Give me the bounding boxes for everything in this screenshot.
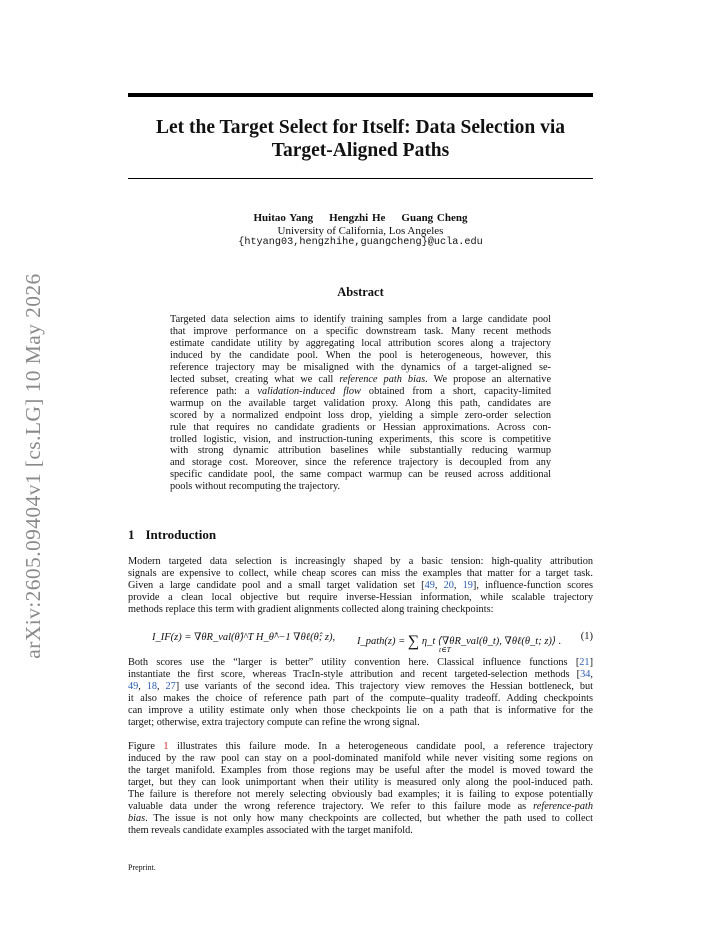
sum-symbol: ∑ xyxy=(407,633,420,650)
citation-link[interactable]: 34 xyxy=(580,668,591,680)
paragraph-line: the target manifold. Examples from those regions may be useful after the model is moved toward the xyxy=(128,764,593,776)
citation-link[interactable]: 21 xyxy=(579,657,590,668)
paragraph-line: target; otherwise, extra trajectory compute can refine the wrong signal. xyxy=(128,716,420,728)
citation-link[interactable]: 18 xyxy=(146,680,158,692)
text-run: , xyxy=(434,579,444,591)
paragraph-line: can improve a utility estimate only when those checkpoints lie on a path that is informative for the xyxy=(128,704,593,716)
abstract-emphasis: reference path bias xyxy=(339,373,426,385)
text-run: , xyxy=(590,668,593,680)
paper-title-line-2: Target-Aligned Paths xyxy=(271,140,450,161)
arxiv-stamp-text: arXiv:2605.09404v1 [cs.LG] 10 May 2026 xyxy=(21,273,45,659)
abstract-line: reference trajectory may be misaligned with the dynamics of a target-aligned se- xyxy=(170,361,551,373)
author-name: Guang Cheng xyxy=(401,212,468,224)
paragraph-line xyxy=(128,801,593,813)
author-name: Hengzhi He xyxy=(329,212,386,224)
citation-link[interactable]: 49 xyxy=(424,579,435,591)
text-run: . The issue is not only how many checkpoints are collected, but whether the path used to collect xyxy=(145,812,593,824)
abstract-line: scored by a normalized endpoint loss drop, yielding a simple zero-order selection xyxy=(170,409,551,421)
equation-lhs: I_IF(z) = ∇θR_val(θ̂)^T H_θ̂^−1 ∇θℓ(θ̂; z), xyxy=(152,632,336,643)
text-run: ], influence-function scores xyxy=(472,579,594,591)
abstract-text: . We propose an alternative xyxy=(425,373,552,385)
abstract-line: rule that requires no candidate gradients or Hessian approximations. Across con- xyxy=(170,421,551,433)
author-affiliation: University of California, Los Angeles xyxy=(277,224,444,237)
equation-number: (1) xyxy=(580,631,593,642)
arxiv-stamp xyxy=(14,256,52,676)
abstract-emphasis: validation-induced flow xyxy=(257,385,361,397)
paragraph-line: signals are expensive to collect, while cheap scores can miss the examples that matter for a target task. xyxy=(128,567,593,579)
title-top-rule xyxy=(128,93,593,97)
sum-index: t∈T xyxy=(439,645,451,654)
text-run: Figure xyxy=(128,741,164,752)
abstract-heading: Abstract xyxy=(337,285,384,299)
abstract-line: and storage cost. Moreover, since the reference trajectory is decoupled from any xyxy=(170,457,551,469)
text-run: ] xyxy=(589,657,593,668)
citation-link[interactable]: 19 xyxy=(462,579,473,591)
paragraph-line: them reveals candidate examples associated with the target manifold. xyxy=(128,824,413,836)
citation-link[interactable]: 20 xyxy=(443,579,454,591)
text-run: Both scores use the “larger is better” utility convention here. Classical influence functions [ xyxy=(128,657,580,668)
abstract-line: estimate candidate utility by aggregating local attribution scores along a trajectory xyxy=(170,337,551,349)
abstract-text: reference path: a xyxy=(170,385,258,397)
equation-rhs xyxy=(357,631,561,649)
abstract-line xyxy=(170,374,551,386)
intro-paragraph-2 xyxy=(128,657,593,729)
intro-paragraph-1 xyxy=(128,556,593,616)
author-block xyxy=(128,212,593,250)
paragraph-line: target, but they can look unimportant when their utility is measured only along the pool-induced path. xyxy=(128,776,593,788)
text-run: instantiate the first score, whereas TracIn-style attribution and recent targeted-selection methods [ xyxy=(128,668,581,680)
equation-rhs-prefix: I_path(z) = xyxy=(357,636,406,647)
text-run: valuable data under the wrong reference trajectory. We refer to this failure mode as xyxy=(128,800,534,812)
emphasis-text: bias xyxy=(128,812,146,824)
paragraph-line: methods replace this term with gradient alignments collected along training checkpoints: xyxy=(128,603,494,615)
equation-rhs-suffix: η_t ⟨∇θR_val(θ_t), ∇θℓ(θ_t; z)⟩ . xyxy=(421,636,562,647)
paragraph-line: Modern targeted data selection is increasingly shaped by a basic tension: high-quality attribution xyxy=(128,556,593,567)
abstract-line: warmup on the available target validation proxy. Along this path, candidates are xyxy=(170,397,551,409)
title-bottom-rule xyxy=(128,178,593,179)
paragraph-line xyxy=(128,669,593,681)
author-name: Huitao Yang xyxy=(253,212,314,224)
text-run: ] use variants of the second idea. This trajectory view removes the Hessian bottleneck, but xyxy=(175,680,593,692)
paragraph-line xyxy=(128,657,593,669)
intro-paragraph-3 xyxy=(128,741,593,837)
paragraph-line: The failure is therefore not merely selecting obviously bad examples; it is failing to expose potentially xyxy=(128,788,593,800)
text-run: , xyxy=(157,680,166,692)
emphasis-text: reference-path xyxy=(533,800,593,812)
abstract-line: that improve performance on a specific downstream task. Many recent methods xyxy=(170,325,551,337)
abstract-text: obtained from a short, capacity-limited xyxy=(360,385,552,397)
abstract-line: Targeted data selection aims to identify training samples from a large candidate pool xyxy=(170,314,551,325)
equation-1 xyxy=(128,628,593,652)
abstract-line: trolled logistic, vision, and instruction-tuning experiments, this score is competitive xyxy=(170,433,551,445)
footer-note: Preprint. xyxy=(128,863,156,872)
citation-link[interactable]: 49 xyxy=(128,680,139,692)
section-number: 1 xyxy=(128,527,135,542)
abstract-line xyxy=(170,386,551,398)
paragraph-line xyxy=(128,681,593,693)
section-heading xyxy=(128,527,216,543)
abstract-line: induced by the candidate pool. When the pool is heterogeneous, however, this xyxy=(170,349,551,361)
paper-title xyxy=(128,116,593,162)
author-email[interactable]: {htyang03,hengzhihe,guangcheng}@ucla.edu xyxy=(238,237,483,248)
paper-title-line-1: Let the Target Select for Itself: Data Selection via xyxy=(155,117,566,138)
abstract-line: pools without recomputing the trajectory. xyxy=(170,481,341,493)
author-names xyxy=(128,212,593,225)
abstract-line: with strong dynamic attribution baselines while substantially reducing warmup xyxy=(170,445,551,457)
figure-reference-link[interactable]: 1 xyxy=(163,741,169,752)
citation-link[interactable]: 27 xyxy=(165,680,176,692)
section-title: Introduction xyxy=(145,527,217,542)
paragraph-line: provide a clean local objective but require inverse-Hessian information, while scalable trajectory xyxy=(128,591,593,603)
text-run: , xyxy=(138,680,147,692)
paragraph-line xyxy=(128,580,593,592)
abstract-text: lected subset, creating what we call xyxy=(170,373,340,385)
paragraph-line xyxy=(128,741,593,753)
paragraph-line: induced by the raw pool can stay on a pool-dominated manifold while never visiting some regions on xyxy=(128,752,593,764)
abstract-body xyxy=(170,314,551,493)
text-run: Given a large candidate pool and a small target validation set [ xyxy=(128,579,425,591)
paragraph-line: it also makes the choice of reference path part of the compute–quality tradeoff. Adding checkpoints xyxy=(128,692,593,704)
text-run: , xyxy=(453,579,463,591)
text-run: illustrates this failure mode. In a heterogeneous candidate pool, a reference trajectory xyxy=(168,741,593,752)
abstract-line: specific candidate pool, the same compact warmup can be reused across additional xyxy=(170,469,551,481)
paragraph-line xyxy=(128,813,593,825)
